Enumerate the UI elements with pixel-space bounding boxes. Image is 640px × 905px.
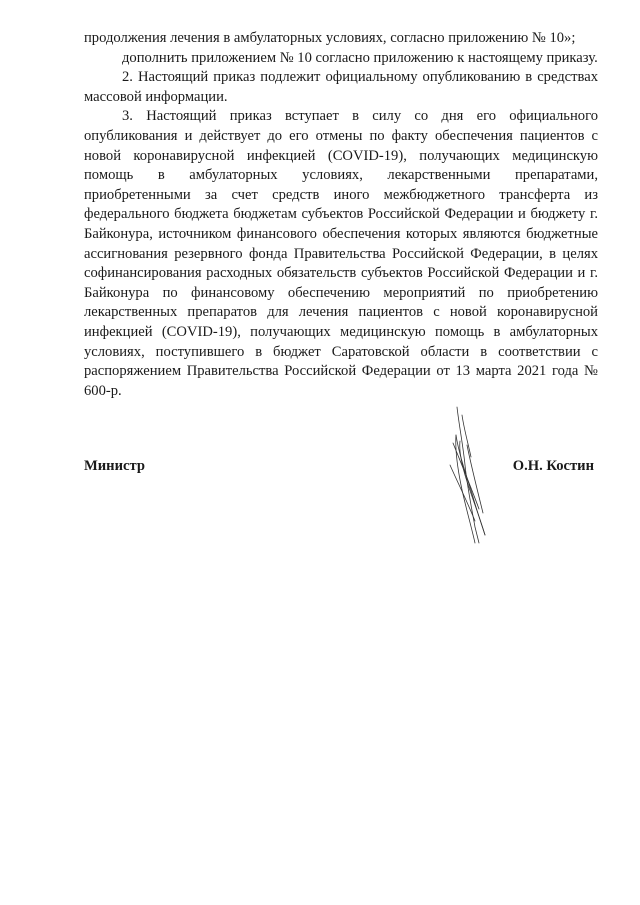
paragraph-3-effective-date: 3. Настоящий приказ вступает в силу со дня его официального опубликования и действует до его отмены по факту обеспечения пациентов с новой коронавирусной инфекцией (COVID-19), получающих медицинскую помощь в амбулаторных условиях, лекарственными препаратами, приобретенными за счет средств иного межбюджетного трансферта из федерального бюджета бюджетам субъектов Российской Федерации и бюджету г. Байконура, источником финансового обеспечения которых являются бюджетные ассигнования резервного фонда Правительства Российской Федерации, в целях софинансирования расходных обязательств субъектов Российской Федерации и г. Байконура по финансовому обеспечению мероприятий по приобретению лекарственных препаратов для лечения пациентов с новой коронавирусной инфекцией (COVID-19), получающих медицинскую помощь в амбулаторных условиях, поступившего в бюджет Саратовской области в соответствии с распоряжением Правительства Российской Федерации от 13 марта 2021 года № 600-р.	[84, 108, 598, 399]
document-body	[84, 29, 598, 401]
signature-block	[84, 458, 598, 482]
paragraph-appendix-addition: дополнить приложением № 10 согласно приложению к настоящему приказу.	[122, 49, 598, 66]
paragraph-2-publication: 2. Настоящий приказ подлежит официальному опубликованию в средствах массовой информации.	[84, 69, 598, 105]
paragraph-continuation: продолжения лечения в амбулаторных условиях, согласно приложению № 10»;	[84, 30, 576, 46]
minister-name: О.Н. Костин	[512, 458, 594, 474]
minister-title: Министр	[84, 458, 145, 474]
